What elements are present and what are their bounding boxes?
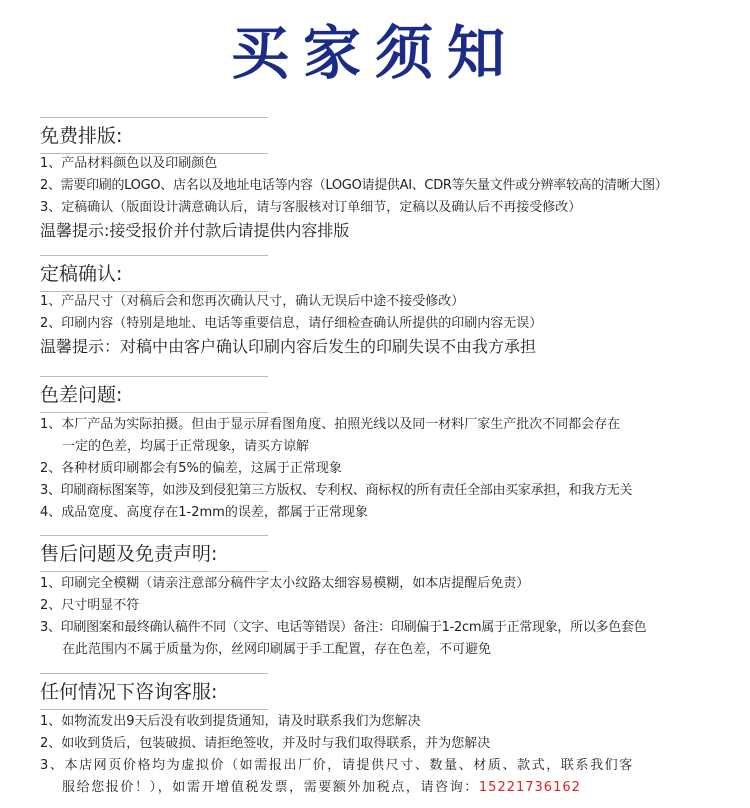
divider — [40, 117, 268, 118]
list-item-text: 服给您报价！），如需开增值税发票，需要额外加税点，请咨询： — [62, 780, 479, 795]
section-color-difference — [40, 382, 730, 524]
list-item: 4、成品宽度、高度存在1-2mm的误差，都属于正常现象 — [40, 505, 368, 520]
section-heading — [40, 541, 217, 567]
note-text: 温馨提示:接受报价并付款后请提供内容排版 — [40, 221, 350, 240]
divider — [40, 412, 268, 413]
section-heading-text: 色差问题: — [40, 384, 123, 406]
section-after-sales — [40, 541, 730, 661]
section-free-layout — [40, 123, 730, 243]
list-item: 1、如物流发出9天后没有收到提货通知，请及时联系我们为您解决 — [40, 714, 421, 729]
list-item: 3、印刷图案和最终确认稿件不同（文字、电话等错误）备注：印刷偏于1-2cm属于正常现象，所以多色套色 — [40, 620, 647, 635]
list-item: 1、本厂产品为实际拍摄。但由于显示屏看图角度、拍照光线以及同一材料厂家生产批次不同都会存在 — [40, 417, 621, 432]
list-item: 1、产品尺寸（对稿后会和您再次确认尺寸，确认无误后中途不接受修改） — [40, 294, 465, 309]
list-item: 2、各种材质印刷都会有5%的偏差，这属于正常现象 — [40, 461, 342, 476]
section-heading-text: 定稿确认: — [40, 263, 123, 285]
divider — [40, 571, 268, 572]
list-item: 3、定稿确认（版面设计满意确认后，请与客服核对订单细节，定稿以及确认后不再接受修改） — [40, 200, 582, 215]
section-heading-text: 售后问题及免责声明: — [40, 543, 218, 565]
list-item: 3、印刷商标图案等，如涉及到侵犯第三方版权、专利权、商标权的所有责任全部由买家承担，和我方无关 — [40, 483, 633, 498]
list-item: 2、如收到货后，包装破损、请拒绝签收，并及时与我们取得联系，并为您解决 — [40, 736, 491, 751]
note-text: 温馨提示：对稿中由客户确认印刷内容后发生的印刷失误不由我方承担 — [40, 337, 537, 356]
list-item: 2、需要印刷的LOGO、店名以及地址电话等内容（LOGO请提供AI、CDR等矢量文件或分辨率较高的清晰大图） — [40, 178, 668, 193]
divider — [40, 535, 268, 536]
section-heading-text: 任何情况下咨询客服: — [40, 681, 218, 703]
list-item: 3、本店网页价格均为虚拟价（如需报出厂价，请提供尺寸、数量、材质、款式，联系我们客 — [40, 758, 634, 773]
divider — [40, 153, 268, 154]
page-title: 买家须知 — [230, 19, 519, 87]
list-item: 一定的色差，均属于正常现象，请买方谅解 — [62, 439, 310, 454]
section-final-confirm — [40, 261, 730, 359]
list-item: 1、产品材料颜色以及印刷颜色 — [40, 156, 218, 171]
section-heading-text: 免费排版: — [40, 125, 123, 147]
section-contact-service — [40, 679, 730, 799]
divider — [40, 673, 268, 674]
list-item: 2、印刷内容（特别是地址、电话等重要信息，请仔细检查确认所提供的印刷内容无误） — [40, 316, 543, 331]
divider — [40, 709, 268, 710]
list-item — [40, 777, 730, 799]
section-heading — [40, 382, 122, 408]
divider — [40, 376, 268, 377]
list-item: 2、尺寸明显不符 — [40, 598, 140, 613]
divider — [40, 255, 268, 256]
list-item: 1、印刷完全模糊（请亲注意部分稿件字太小纹路太细容易模糊，如本店提醒后免责） — [40, 576, 530, 591]
section-heading — [40, 123, 122, 149]
list-item: 在此范围内不属于质量为你，丝网印刷属于手工配置，存在色差，不可避免 — [62, 642, 492, 657]
divider — [40, 291, 268, 292]
section-heading — [40, 261, 122, 287]
section-heading — [40, 679, 217, 705]
phone-number: 15221736162 — [478, 780, 581, 795]
